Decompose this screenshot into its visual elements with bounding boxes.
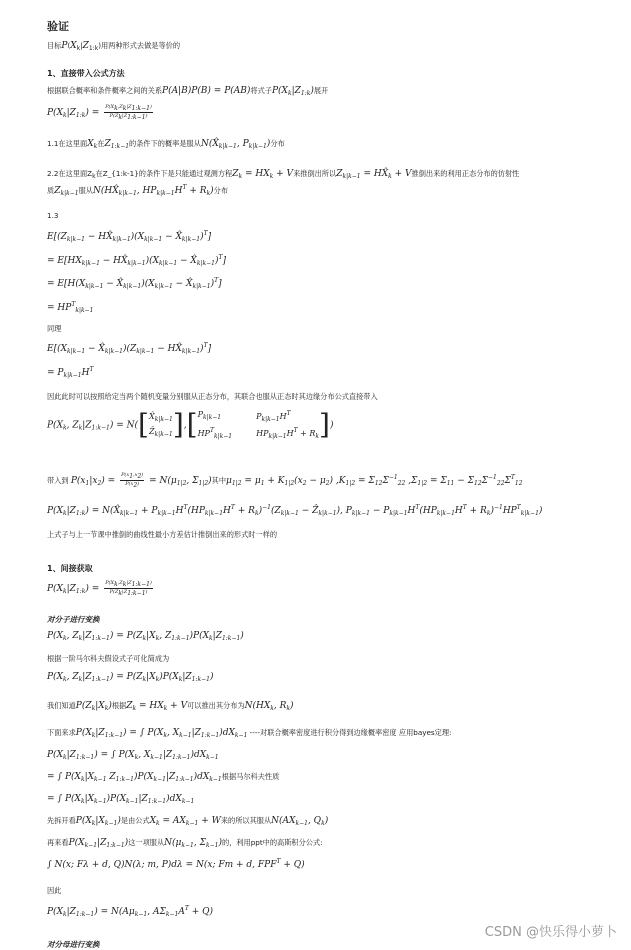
markov-property-note: 根据马尔科夫性质 [221, 772, 280, 781]
cov-eq-2: = $E[HX_{k|k-1}$ − $HX̂_{k|k-1})(X_{k|k-1}$ − $X̂_{k|k-1})^T$] [47, 254, 226, 267]
integral-eq-2: = ∫ $P(X_k|X_{k-1}$ $Z_{1:k-1})P(X_{k-1}|Z_{1:k-1})dX_{k-1}$根据马尔科夫性质 [47, 772, 280, 783]
plug-in-line: 带入到 $P(x_1|x_2)$ = $\frac{P(x_1,x_2)}{P(x_2)}$ = $N(\mu_{1|2}$, $\Sigma_{1|2}$)其中$\mu_{1|2} = \mu_1 + K_{1|2}(x_2 - \mu_2) ,K_{1|2} = \Sigma_{12}\Sigma^{-1}_{22}$ $,\Sigma_{1|2} = \Sigma_{11} - \Sigma_{12}\Sigma^{-1}_{22}\Sigma^T_{12}$ [47, 472, 523, 489]
gaussian-integral-formula: ∫ N(x; Fλ + d, Q)N(λ; m, P)dλ = N(x; Fm + d, $FPF^T + Q$) [47, 858, 305, 870]
joint-text: 因此此时可以按照给定当两个随机变量分别服从正态分布，其联合也服从正态时其边缘分布公式直接带入 [47, 392, 378, 401]
prediction-result-formula: $P(X_k|Z_{1:k-1}) = N(A\mu_{k-1}$, $A\Sigma_{k-1}A^T + Q$) [47, 905, 213, 918]
section1-heading: 1、直接带入公式方法 [47, 69, 125, 78]
same-as-label: 同理 [47, 324, 62, 333]
joint-distribution-formula: $P(X_k$, $Z_k|Z_{1:k-1}) = N$([ $X̂_{k|k-1}$ Ẑ$_{k|k-1}$ ],[ $P_{k|k-1}$ $P_{k|k-1}H^T$ $HP^T_{k|k-1}$ $HP_{k|k-1}H^T + R_k$ ]) [47, 408, 334, 441]
cov-eq-5: $E[(X_{k|k-1}$ − $X̂_{k|k-1})(Z_{k|k-1}$ − $HX̂_{k|k-1})^T$] [47, 342, 212, 355]
first-look-text: 先拆开看$P(X_k|X_{k-1})$是由公式$X_k = AX_{k-1} + W$来的所以其服从$N(AX_{k-1}$, $Q_k$) [47, 816, 329, 827]
intro-line: 目标$P(X_k|Z_{1:k})$用两种形式去做是等价的 [47, 41, 181, 52]
item-1-1: 1.1在这里面$X_k$在$Z_{1:k-1}$的条件下的概率是服从$N(X̂_{k|k-1}$, $P_{k|k-1}$)分布 [47, 139, 285, 150]
expansion-formula: $P(X_k|Z_{1:k})$ = $\frac{P(X_k,Z_k|Z_{1:k-1})}{P(Z_k|Z_{1:k-1})}$ [47, 104, 152, 121]
therefore-label: 因此 [47, 886, 62, 895]
integral-eq-1: $P(X_k|Z_{1:k-1})$ = ∫ $P(X_k$, $X_{k-1}|Z_{1:k-1})dX_{k-1}$ [47, 750, 219, 761]
numerator-eq-1: $P(X_k$, $Z_k|Z_{1:k-1}) = P(Z_k|X_k$, $Z_{1:k-1})P(X_k|Z_{1:k-1})$ [47, 631, 244, 642]
posterior-formula: $P(X_k|Z_{1:k})$ = $N(X̂_{k|k-1} + P_{k|k-1}H^T(HP_{k|k-1}H^T + R_k)^{-1}(Z_{k|k-1}$ − Ẑ$_{k|k-1}$), $P_{k|k-1} - P_{k|k-1}H^T(HP_{k|k-1}H^T + R_k)^{-1}HP^T_{k|k-1}$) [47, 504, 543, 517]
section1-conclusion: 上式子与上一节课中推倒的曲线性最小方差估计推倒出来的形式时一样的 [47, 530, 278, 539]
section2-expansion-formula: $P(X_k|Z_{1:k})$ = $\frac{P(X_k,Z_k|Z_{1:k-1})}{P(Z_k|Z_{1:k-1})}$ [47, 580, 152, 597]
cov-eq-4: = $HP^T_{k|k-1}$ [47, 301, 94, 314]
section1-para1: 根据联合概率和条件概率之间的关系P(A|B)P(B) = P(AB)将式子$P(X_k|Z_{1:k})$展开 [47, 86, 329, 97]
cov-eq-6: = $P_{k|k-1}H^T$ [47, 366, 94, 379]
cov-eq-1: $E[(Z_{k|k-1}$ − $HX̂_{k|k-1})(X_{k|k-1}$ − $X̂_{k|k-1})^T$] [47, 230, 212, 243]
section2-heading: 1、间接获取 [47, 564, 93, 573]
item-1-3: 1.3 [47, 211, 59, 220]
cov-eq-3: = $E[H(X_{k|k-1}$ − $X̂_{k|k-1})(X_{k|k-1}$ − $X̂_{k|k-1})^T$] [47, 277, 222, 290]
page-title: 验证 [47, 20, 69, 33]
item-2-2-line1: 2.2在这里面$Z_k$在Z_{1:k-1}的条件下是只能通过观测方程$Z_k = HX_k + V$来推倒出所以$Z_{k|k-1}$ = $HX̂_k + V$推倒出来的利用正态分布的仿射性 [47, 169, 520, 180]
integral-text: 下面来求$P(X_k|Z_{1:k-1})$ = ∫ $P(X_k$, $X_{k-1}|Z_{1:k-1})dX_{k-1}$ ----对联合概率密度进行积分得到边缘概率密度 应用bayes定理: [47, 728, 452, 739]
integral-eq-3: = ∫ $P(X_k|X_{k-1})P(X_{k-1}|Z_{1:k-1})dX_{k-1}$ [47, 794, 195, 805]
denominator-heading: 对分母进行变换 [47, 940, 100, 949]
then-look-text: 再来看$P(X_{k-1}|Z_{1:k-1})$这一项服从$N(\mu_{k-1}$, $\Sigma_{k-1}$)的，利用ppt中的高斯积分公式: [47, 838, 323, 849]
item-2-2-line2: 质$Z_{k|k-1}$服从$N(HX̂_{k|k-1}$, $HP_{k|k-1}H^T + R_k$)分布 [47, 184, 229, 197]
know-text: 我们知道$P(Z_k|X_k)$根据$Z_k = HX_k + V$可以推出其分布为$N(HX_k$, $R_k$) [47, 701, 294, 712]
numerator-eq-2: $P(X_k$, $Z_k|Z_{1:k-1}) = P(Z_k|X_k)P(X_k|Z_{1:k-1})$ [47, 672, 214, 683]
csdn-watermark: CSDN @快乐得小萝卜 [484, 925, 617, 940]
numerator-heading: 对分子进行变换 [47, 615, 100, 624]
markov-text: 根据一阶马尔科夫假设式子可化简成为 [47, 654, 170, 663]
